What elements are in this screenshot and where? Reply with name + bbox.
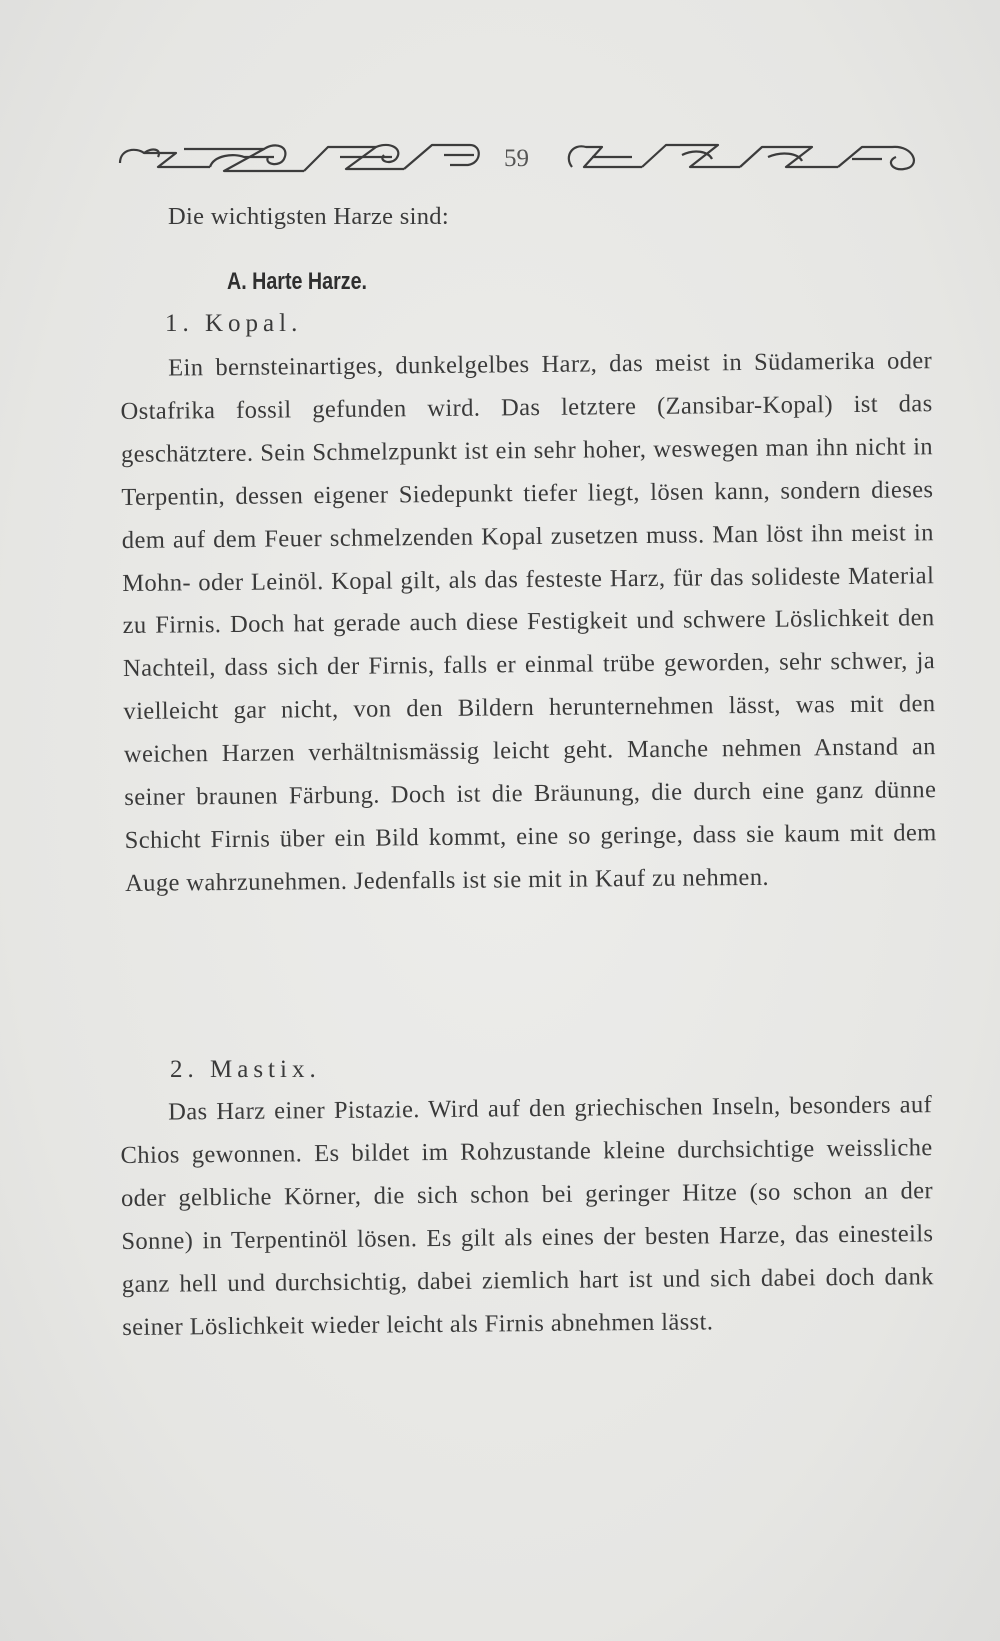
subheading-mastix: 2. Mastix. (170, 1056, 321, 1083)
intro-line: Die wichtigsten Harze sind: (168, 203, 449, 230)
page-header (110, 133, 930, 181)
paragraph-mastix: Das Harz einer Pistazie. Wird auf den griechischen Inseln, besonders auf Chios gewonnen. Es bildet im Rohzustande kleine durchsichtige weissliche oder gelbliche Körner, die sich schon bei geringer Hitze (so schon an der Sonne) in Terpentinöl lösen. Es gilt als eines der besten Harze, das einesteils ganz hell und durchsichtig, dabei ziemlich hart ist und sich dabei doch dank seiner Löslichkeit wieder leicht als Firnis abnehmen lässt. (120, 1091, 934, 1341)
ornament-left-icon (114, 137, 486, 177)
section-heading: A. Harte Harze. (227, 268, 368, 295)
paragraph-kopal: Ein bernsteinartiges, dunkelgelbes Harz, das meist in Südamerika oder Ostafrika fossil gefunden wird. Das letztere (Zansibar-Kopal) ist das geschätztere. Sein Schmelzpunkt ist ein sehr hoher, weswegen man ihn nicht in Terpentin, dessen eigener Siedepunkt tiefer liegt, lösen kann, sondern dieses dem auf dem Feuer schmelzenden Kopal zusetzen muss. Man löst ihn meist in Mohn- oder Leinöl. Kopal gilt, als das festeste Harz, für das solideste Material zu Firnis. Doch hat gerade auch diese Festigkeit und schwere Löslichkeit den Nachteil, dass sich der Firnis, falls er einmal trübe geworden, sehr schwer, ja vielleicht gar nicht, von den Bildern herunternehmen lässt, was mit den weichen Harzen verhältnismässig leicht geht. Manche nehmen Anstand an seiner braunen Färbung. Doch ist die Bräunung, die durch eine ganz dünne Schicht Firnis über ein Bild kommt, eine so geringe, dass sie kaum mit dem Auge wahrzunehmen. Jedenfalls ist sie mit in Kauf zu nehmen. (120, 347, 937, 897)
page-number: 59 (504, 145, 529, 172)
subheading-kopal: 1. Kopal. (165, 310, 303, 337)
ornament-right-icon (562, 137, 928, 177)
